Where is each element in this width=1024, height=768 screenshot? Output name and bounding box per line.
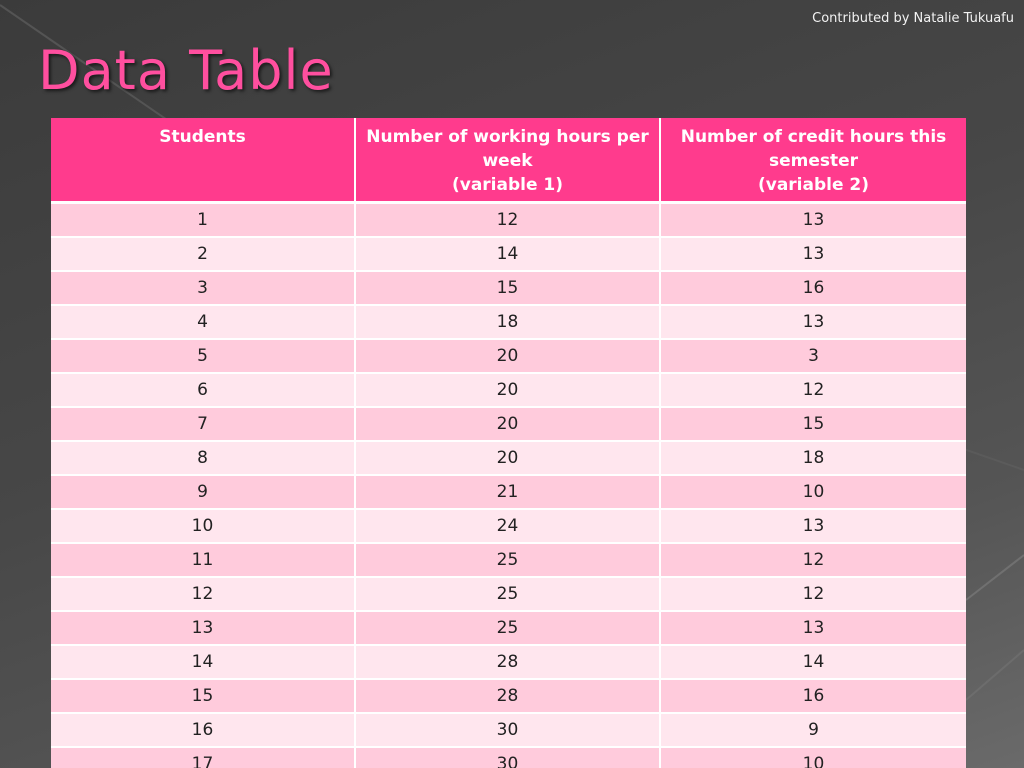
cell-credit-hours: 13: [660, 237, 966, 271]
cell-working-hours: 28: [355, 645, 660, 679]
cell-student: 2: [51, 237, 355, 271]
cell-credit-hours: 13: [660, 611, 966, 645]
cell-working-hours: 25: [355, 543, 660, 577]
cell-credit-hours: 15: [660, 407, 966, 441]
cell-working-hours: 24: [355, 509, 660, 543]
slide-title: Data Table: [38, 39, 334, 102]
cell-credit-hours: 12: [660, 373, 966, 407]
cell-credit-hours: 13: [660, 305, 966, 339]
cell-student: 1: [51, 203, 355, 238]
table-header-row: [51, 118, 966, 203]
table-row: [51, 645, 966, 679]
cell-working-hours: 20: [355, 441, 660, 475]
table-row: [51, 203, 966, 238]
table-row: [51, 747, 966, 768]
table-row: [51, 271, 966, 305]
cell-working-hours: 20: [355, 407, 660, 441]
column-header-students: Students: [51, 118, 355, 203]
cell-student: 8: [51, 441, 355, 475]
cell-working-hours: 25: [355, 577, 660, 611]
cell-student: 17: [51, 747, 355, 768]
cell-credit-hours: 9: [660, 713, 966, 747]
cell-student: 15: [51, 679, 355, 713]
cell-student: 5: [51, 339, 355, 373]
cell-student: 6: [51, 373, 355, 407]
cell-credit-hours: 10: [660, 475, 966, 509]
table-row: [51, 509, 966, 543]
table-row: [51, 611, 966, 645]
cell-student: 3: [51, 271, 355, 305]
cell-credit-hours: 13: [660, 509, 966, 543]
cell-working-hours: 20: [355, 373, 660, 407]
cell-working-hours: 30: [355, 713, 660, 747]
cell-student: 16: [51, 713, 355, 747]
cell-credit-hours: 12: [660, 577, 966, 611]
table-row: [51, 373, 966, 407]
table-row: [51, 339, 966, 373]
cell-working-hours: 25: [355, 611, 660, 645]
cell-credit-hours: 12: [660, 543, 966, 577]
cell-working-hours: 14: [355, 237, 660, 271]
table-row: [51, 237, 966, 271]
cell-credit-hours: 16: [660, 271, 966, 305]
cell-student: 9: [51, 475, 355, 509]
cell-credit-hours: 3: [660, 339, 966, 373]
cell-student: 7: [51, 407, 355, 441]
table-row: [51, 543, 966, 577]
contributor-credit: Contributed by Natalie Tukuafu: [812, 11, 1014, 26]
cell-student: 11: [51, 543, 355, 577]
data-table-container: [51, 118, 966, 768]
data-table: [51, 118, 966, 768]
table-row: [51, 679, 966, 713]
table-row: [51, 713, 966, 747]
cell-student: 13: [51, 611, 355, 645]
cell-student: 12: [51, 577, 355, 611]
cell-credit-hours: 14: [660, 645, 966, 679]
cell-credit-hours: 13: [660, 203, 966, 238]
cell-student: 14: [51, 645, 355, 679]
table-row: [51, 577, 966, 611]
cell-student: 10: [51, 509, 355, 543]
cell-credit-hours: 10: [660, 747, 966, 768]
cell-credit-hours: 16: [660, 679, 966, 713]
cell-student: 4: [51, 305, 355, 339]
cell-working-hours: 20: [355, 339, 660, 373]
column-header-credit-hours: Number of credit hours this semester (variable 2): [660, 118, 966, 203]
table-row: [51, 407, 966, 441]
cell-credit-hours: 18: [660, 441, 966, 475]
cell-working-hours: 28: [355, 679, 660, 713]
cell-working-hours: 15: [355, 271, 660, 305]
cell-working-hours: 21: [355, 475, 660, 509]
cell-working-hours: 12: [355, 203, 660, 238]
table-row: [51, 475, 966, 509]
table-row: [51, 441, 966, 475]
table-row: [51, 305, 966, 339]
cell-working-hours: 30: [355, 747, 660, 768]
column-header-working-hours: Number of working hours per week (variable 1): [355, 118, 660, 203]
cell-working-hours: 18: [355, 305, 660, 339]
